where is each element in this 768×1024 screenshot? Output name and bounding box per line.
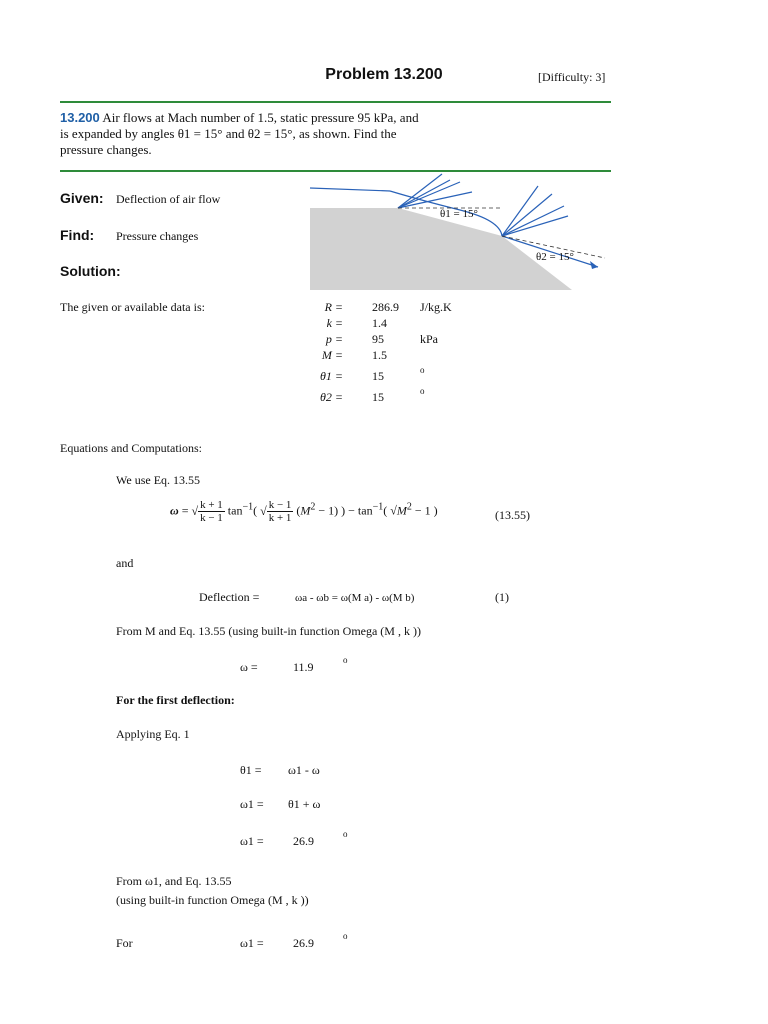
data-unit: kPa — [420, 332, 438, 346]
theta2-label: θ2 = 15° — [536, 251, 574, 263]
omega1-eq-rhs: θ1 + ω — [288, 797, 321, 811]
data-intro: The given or available data is: — [60, 300, 205, 314]
data-value: 15 — [372, 390, 384, 404]
for-omega-degree: o — [343, 931, 348, 941]
data-symbol: R = — [324, 300, 343, 314]
top-rule — [60, 101, 611, 103]
deflection-label: Deflection = — [199, 590, 260, 604]
find-label: Find: — [60, 227, 95, 243]
find-text: Pressure changes — [116, 229, 199, 243]
first-deflection-heading: For the first deflection: — [116, 693, 235, 707]
omega-degree: o — [343, 655, 348, 665]
solution-label: Solution: — [60, 263, 121, 279]
omega-value: 11.9 — [293, 660, 314, 674]
eq-number-13-55: (13.55) — [495, 508, 530, 522]
wall-surface — [310, 208, 572, 290]
data-symbol: M = — [321, 348, 343, 362]
data-unit: o — [420, 365, 425, 375]
theta1-eq-rhs: ω1 - ω — [288, 763, 320, 777]
eq-number-1: (1) — [495, 590, 509, 604]
for-omega-label: ω1 = — [240, 936, 264, 950]
problem-text: Air flows at Mach number of 1.5, static pressure 95 kPa, and is expanded by angles θ1 = 15° and θ2 = 15°, as shown. Find the pressure changes. — [60, 110, 419, 157]
omega1-value: 26.9 — [293, 834, 314, 848]
data-symbol: k = — [326, 316, 343, 330]
for-omega-value: 26.9 — [293, 936, 314, 950]
applying-text: Applying Eq. 1 — [116, 727, 190, 741]
upstream-streamline — [310, 188, 390, 191]
data-symbol: θ1 = — [320, 369, 343, 383]
omega1-eq-label: ω1 = — [240, 797, 264, 811]
given-text: Deflection of air flow — [116, 192, 221, 206]
data-unit: o — [420, 386, 425, 396]
using-builtin-text: (using built-in function Omega (M , k )) — [116, 893, 309, 907]
problem-statement — [60, 110, 430, 158]
for-label: For — [116, 936, 133, 950]
flow-arrowhead — [590, 261, 598, 269]
data-value: 1.5 — [372, 348, 387, 362]
problem-number: 13.200 — [60, 110, 100, 125]
data-unit: J/kg.K — [420, 300, 452, 314]
theta1-eq-label: θ1 = — [240, 763, 262, 777]
data-value: 95 — [372, 332, 384, 346]
theta1-label: θ1 = 15° — [440, 208, 478, 220]
data-symbol: p = — [325, 332, 343, 346]
data-value: 286.9 — [372, 300, 399, 314]
data-symbol: θ2 = — [320, 390, 343, 404]
from-omega1-text: From ω1, and Eq. 13.55 — [116, 874, 232, 888]
deflection-expression: ωa - ωb = ω(M a) - ω(M b) — [295, 592, 415, 604]
data-value: 15 — [372, 369, 384, 383]
equation-13-55: ω = √ $\frac{k + 1}{k - 1}$ $\tan^{-1}$( √ $\frac{k - 1}{k + 1}$ $(M^2 - 1)$ ) − $\tan^{-1}$( $√M^2 - 1$ ) — [170, 499, 438, 524]
data-value: 1.4 — [372, 316, 387, 330]
omega-label: ω = — [240, 660, 258, 674]
expansion-figure — [300, 170, 620, 295]
page-title: Problem 13.200 — [325, 66, 443, 83]
use-eq-text: We use Eq. 13.55 — [116, 473, 201, 487]
given-label: Given: — [60, 190, 104, 206]
difficulty-label: [Difficulty: 3] — [538, 70, 606, 84]
omega1-degree: o — [343, 829, 348, 839]
from-m-text: From M and Eq. 13.55 (using built-in function Omega (M , k )) — [116, 624, 421, 638]
equations-heading: Equations and Computations: — [60, 441, 202, 455]
omega1-value-label: ω1 = — [240, 834, 264, 848]
and-text: and — [116, 556, 134, 570]
